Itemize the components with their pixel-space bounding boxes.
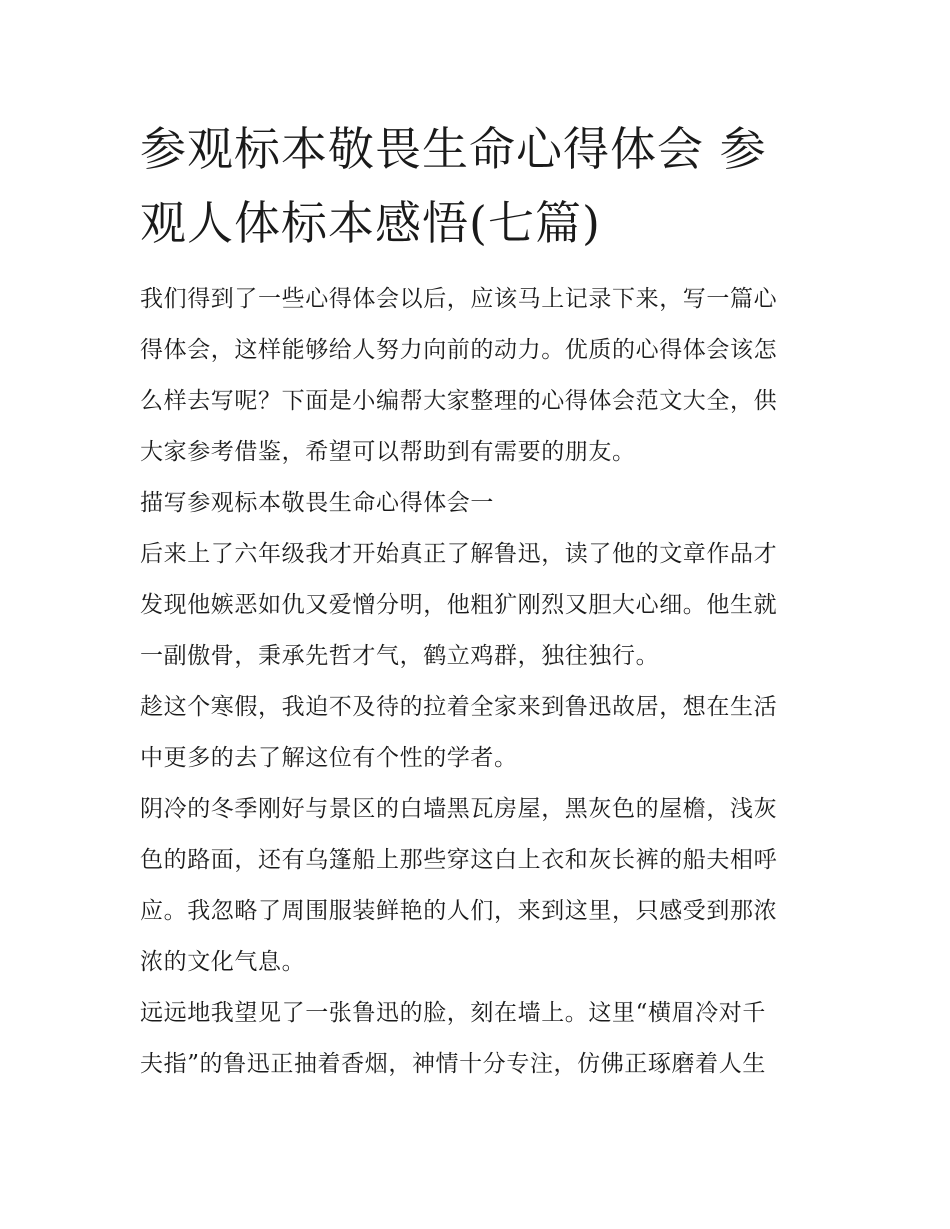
- document-page: [140, 112, 812, 1090]
- section-heading: 描写参观标本敬畏生命心得体会一: [140, 490, 494, 516]
- body-paragraph: 后来上了六年级我才开始真正了解鲁迅，读了他的文章作品才 发现他嫉恶如仇又爱憎分明，他粗犷刚烈又胆大心细。他生就 一副傲骨，秉承先哲才气，鹤立鸡群，独往独行。: [140, 541, 778, 669]
- intro-paragraph: 我们得到了一些心得体会以后，应该马上记录下来，写一篇心 得体会，这样能够给人努力向前的动力。优质的心得体会该怎 么样去写呢？下面是小编帮大家整理的心得体会范文大全，供 大家参考借鉴，希望可以帮助到有需要的朋友。: [140, 286, 778, 465]
- document-title: 参观标本敬畏生命心得体会 参 观人体标本感悟(七篇): [140, 122, 767, 250]
- body-paragraph: 远远地我望见了一张鲁迅的脸，刻在墙上。这里“横眉冷对千 夫指”的鲁迅正抽着香烟，神情十分专注，仿佛正琢磨着人生: [140, 1000, 766, 1077]
- body-paragraph: 趁这个寒假，我迫不及待的拉着全家来到鲁迅故居，想在生活 中更多的去了解这位有个性的学者。: [140, 694, 778, 771]
- body-paragraph: 阴冷的冬季刚好与景区的白墙黑瓦房屋，黑灰色的屋檐，浅灰 色的路面，还有乌篷船上那些穿这白上衣和灰长裤的船夫相呼 应。我忽略了周围服装鲜艳的人们，来到这里，只感受到那浓 浓的文化气息。: [140, 796, 778, 975]
